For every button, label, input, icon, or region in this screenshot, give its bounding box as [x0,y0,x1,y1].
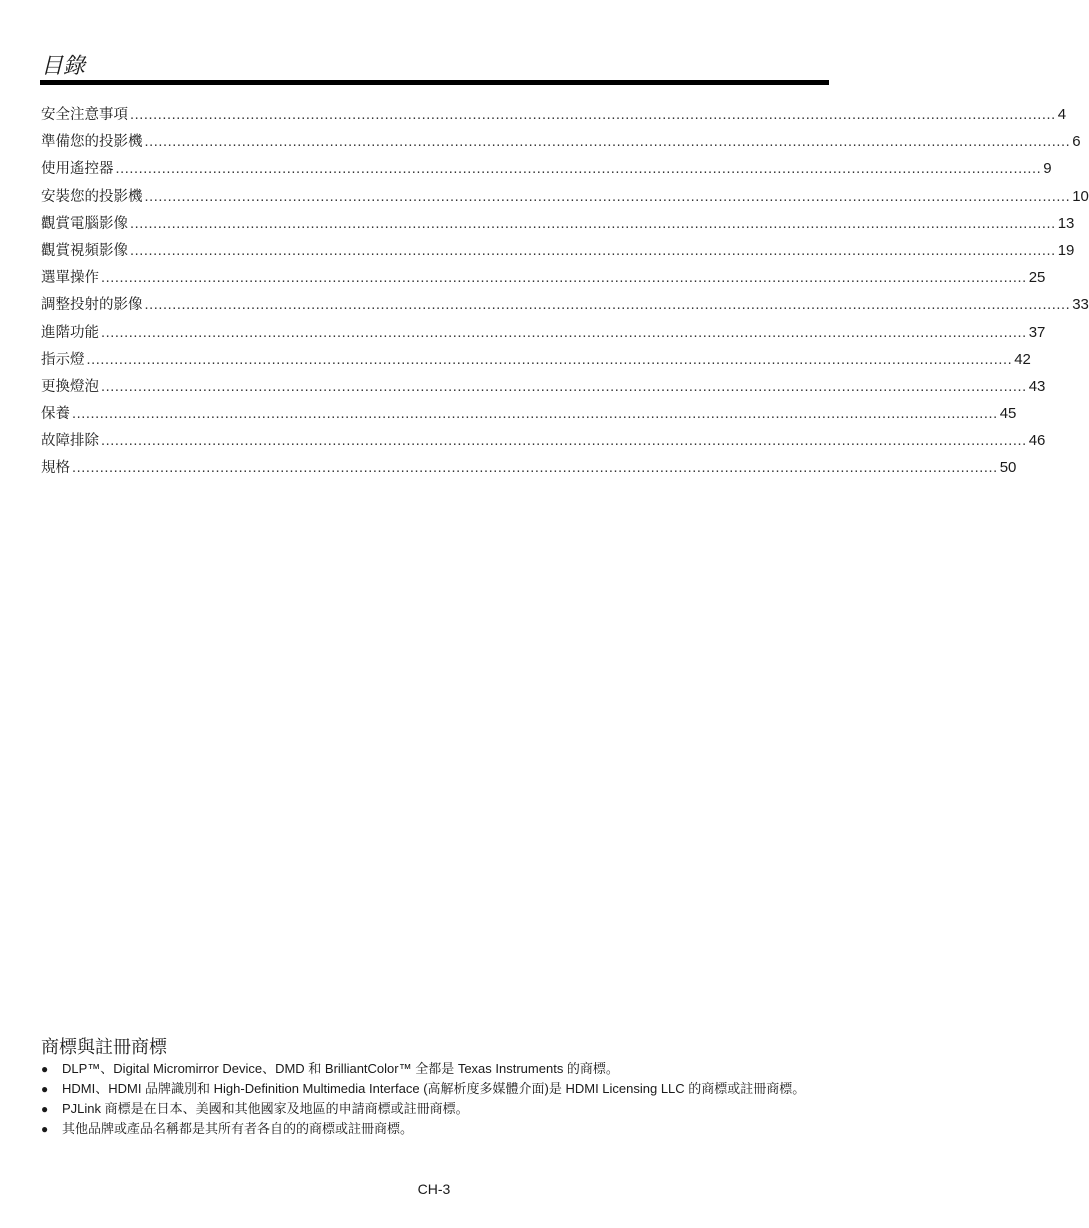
dot-leader: ........................................................................................................................................................................................................ [101,324,1027,341]
toc-entry-page: 9 [1043,160,1052,178]
toc-entry-page: 6 [1072,133,1081,151]
dot-leader: ........................................................................................................................................................................................................ [144,297,1071,314]
dot-leader: ........................................................................................................................................................................................................ [86,351,1013,368]
trademark-text: DLP™、Digital Micromirror Device、DMD 和 BrilliantColor™ 全都是 Texas Instruments 的商標。 [62,1061,619,1076]
list-item [41,1099,831,1119]
title-divider [40,80,829,85]
list-item [41,1059,831,1079]
toc-entry-label: 規格 [41,460,70,477]
trademarks-heading: 商標與註冊商標 [41,1037,167,1058]
toc-entry[interactable] [41,427,1046,454]
bullet-icon: ● [41,1082,49,1096]
toc-entry-label: 準備您的投影機 [41,134,143,151]
trademark-text: 其他品牌或產品名稱都是其所有者各自的的商標或註冊商標。 [62,1121,414,1136]
page-title: 目錄 [41,54,86,79]
toc-entry-page: 19 [1057,241,1075,259]
trademarks-list [41,1059,831,1139]
toc-entry-page: 4 [1057,106,1067,123]
toc-entry-page: 50 [999,459,1017,477]
dot-leader: ........................................................................................................................................................................................................ [72,406,998,423]
toc-entry-page: 43 [1028,377,1046,395]
dot-leader: ........................................................................................................................................................................................................ [72,460,998,477]
dot-leader: ........................................................................................................................................................................................................ [101,270,1027,287]
toc-entry-label: 觀賞視頻影像 [41,242,128,259]
dot-leader: ........................................................................................................................................................................................................ [144,134,1071,151]
dot-leader: ........................................................................................................................................................................................................ [130,242,1056,259]
bullet-icon: ● [41,1122,49,1136]
toc-entry[interactable] [41,155,1052,182]
dot-leader: ........................................................................................................................................................................................................ [144,188,1071,205]
dot-leader: ........................................................................................................................................................................................................ [130,215,1056,232]
toc-entry-label: 安裝您的投影機 [41,188,143,205]
dot-leader: ........................................................................................................................................................................................................ [101,378,1027,395]
toc-entry[interactable] [41,128,1081,155]
toc-entry[interactable] [41,210,1075,237]
toc-entry-page: 45 [999,405,1017,423]
list-item [41,1079,831,1099]
toc-entry-page: 33 [1072,296,1089,314]
dot-leader: ........................................................................................................................................................................................................ [101,433,1027,450]
table-of-contents [41,101,1089,482]
toc-entry[interactable] [41,400,1017,427]
toc-entry[interactable] [41,237,1075,264]
dot-leader: ........................................................................................................................................................................................................ [115,161,1042,178]
toc-entry-page: 25 [1028,269,1046,287]
trademark-text: PJLink 商標是在日本、美國和其他國家及地區的申請商標或註冊商標。 [62,1101,469,1116]
toc-entry-label: 保養 [41,406,70,423]
toc-entry[interactable] [41,101,1067,128]
trademark-text: HDMI、HDMI 品牌識別和 High-Definition Multimedia Interface (高解析度多媒體介面)是 HDMI Licensing LLC 的商標或註冊商標。 [62,1081,806,1096]
page-number: CH-3 [417,1181,451,1197]
toc-entry[interactable] [41,183,1089,210]
toc-entry-page: 42 [1014,350,1031,368]
toc-entry-label: 選單操作 [41,270,99,287]
toc-entry-label: 觀賞電腦影像 [41,215,128,232]
toc-entry-label: 指示燈 [41,351,85,368]
toc-entry-page: 10 [1072,187,1089,205]
list-item [41,1119,831,1139]
toc-entry[interactable] [41,454,1017,481]
toc-entry[interactable] [41,264,1046,291]
toc-entry-label: 進階功能 [41,324,99,341]
toc-entry-page: 37 [1028,323,1046,341]
toc-entry[interactable] [41,319,1046,346]
toc-entry-label: 使用遙控器 [41,161,114,178]
toc-entry[interactable] [41,373,1046,400]
toc-entry-label: 安全注意事項 [41,107,128,123]
toc-entry-label: 故障排除 [41,433,99,450]
bullet-icon: ● [41,1102,49,1116]
toc-entry-label: 更換燈泡 [41,378,99,395]
bullet-icon: ● [41,1062,49,1076]
toc-entry[interactable] [41,346,1031,373]
toc-entry[interactable] [41,291,1089,318]
toc-entry-label: 調整投射的影像 [41,297,143,314]
toc-entry-page: 46 [1028,432,1046,450]
dot-leader: ........................................................................................................................................................................................................ [130,107,1056,123]
toc-entry-page: 13 [1057,214,1075,232]
